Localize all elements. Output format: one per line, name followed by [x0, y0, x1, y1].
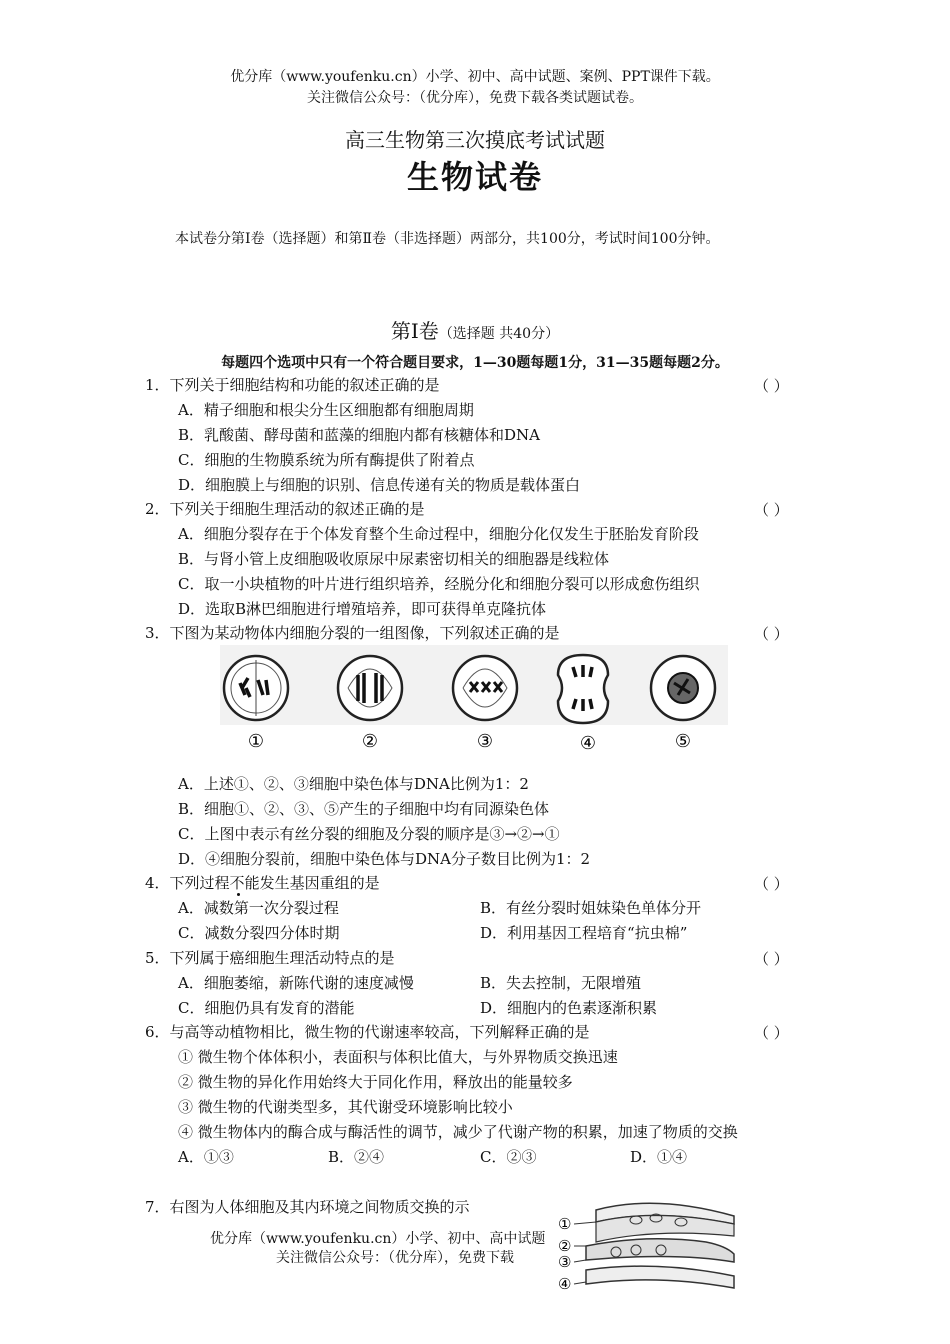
q6-statement-3: ③ 微生物的代谢类型多，其代谢受环境影响比较小 [178, 1098, 513, 1116]
q1-stem: 1．下列关于细胞结构和功能的叙述正确的是 [145, 376, 440, 394]
q4-option-d: D．利用基因工程培育“抗虫棉” [480, 924, 688, 942]
cell-4-icon [558, 655, 608, 723]
q1-option-d: D．细胞膜上与细胞的识别、信息传递有关的物质是载体蛋白 [178, 476, 581, 494]
q4-stem-emphasis: 不 [229, 874, 245, 892]
q2-option-d: D．选取B淋巴细胞进行增殖培养，即可获得单克隆抗体 [178, 600, 547, 618]
q1-answer-paren[interactable]: （ ） [754, 377, 789, 395]
q4-option-b: B．有丝分裂时姐妹染色单体分开 [480, 899, 702, 917]
header-line-2: 关注微信公众号：（优分库），免费下载各类试题试卷。 [307, 90, 643, 106]
cell-5-icon [651, 656, 715, 720]
q3-option-d: D．④细胞分裂前，细胞中染色体与DNA分子数目比例为1：2 [178, 850, 591, 868]
q3-cell-division-figure [218, 645, 730, 755]
q3-stem: 3．下图为某动物体内细胞分裂的一组图像，下列叙述正确的是 [145, 624, 560, 642]
tissue-diagram-icon [574, 1203, 734, 1288]
q1-option-c: C．细胞的生物膜系统为所有酶提供了附着点 [178, 451, 475, 469]
cell-label-5: ⑤ [674, 731, 692, 752]
q5-option-d: D．细胞内的色素逐渐积累 [480, 999, 658, 1017]
q2-option-c: C．取一小块植物的叶片进行组织培养，经脱分化和细胞分裂可以形成愈伤组织 [178, 575, 700, 593]
q2-stem: 2．下列关于细胞生理活动的叙述正确的是 [145, 500, 425, 518]
q3-option-c: C．上图中表示有丝分裂的细胞及分裂的顺序是③→②→① [178, 825, 560, 843]
section-subtitle: （选择题 共40分） [438, 326, 560, 342]
q2-option-b: B．与肾小管上皮细胞吸收原尿中尿素密切相关的细胞器是线粒体 [178, 550, 610, 568]
tissue-label-3: ③ [558, 1253, 572, 1271]
exam-subtitle: 高三生物第三次摸底考试试题 [345, 128, 605, 152]
q5-option-a: A．细胞萎缩，新陈代谢的速度减慢 [178, 974, 414, 992]
q5-option-c: C．细胞仍具有发育的潜能 [178, 999, 355, 1017]
q4-stem [145, 873, 380, 893]
q6-option-c: C．②③ [480, 1148, 537, 1166]
tissue-label-2: ② [558, 1237, 572, 1255]
q6-option-b: B．②④ [328, 1148, 385, 1166]
cell-label-3: ③ [476, 731, 494, 752]
section-heading [0, 315, 950, 344]
q6-answer-paren[interactable]: （ ） [754, 1024, 789, 1042]
q1-option-b: B．乳酸菌、酵母菌和蓝藻的细胞内都有核糖体和DNA [178, 426, 541, 444]
q5-answer-paren[interactable]: （ ） [754, 950, 789, 968]
q4-stem-pre: 4．下列过程 [145, 874, 230, 892]
q6-stem: 6．与高等动植物相比，微生物的代谢速率较高，下列解释正确的是 [145, 1023, 590, 1041]
q3-option-b: B．细胞①、②、③、⑤产生的子细胞中均有同源染色体 [178, 800, 550, 818]
q4-option-c: C．减数分裂四分体时期 [178, 924, 340, 942]
section-title: 第Ⅰ卷 [390, 319, 439, 343]
q4-option-a: A．减数第一次分裂过程 [178, 899, 339, 917]
q1-option-a: A．精子细胞和根尖分生区细胞都有细胞周期 [178, 401, 474, 419]
q5-option-b: B．失去控制，无限增殖 [480, 974, 642, 992]
q4-answer-paren[interactable]: （ ） [754, 875, 789, 893]
section-instruction: 每题四个选项中只有一个符合题目要求，1—30题每题1分，31—35题每题2分。 [221, 355, 729, 371]
q7-stem: 7．右图为人体细胞及其内环境之间物质交换的示 [145, 1198, 470, 1216]
q2-option-a: A．细胞分裂存在于个体发育整个生命过程中，细胞分化仅发生于胚胎发育阶段 [178, 525, 699, 543]
q7-tissue-figure [556, 1198, 742, 1294]
footer-line-2: 关注微信公众号：（优分库），免费下载 [276, 1250, 514, 1266]
page-title: 生物试卷 [406, 158, 543, 196]
tissue-label-4: ④ [558, 1275, 572, 1293]
q4-stem-post: 能发生基因重组的是 [244, 874, 380, 892]
cell-label-1: ① [247, 731, 265, 752]
cell-3-icon [453, 656, 517, 720]
cell-1-icon [224, 656, 288, 720]
q2-answer-paren[interactable]: （ ） [754, 501, 789, 519]
cell-label-4: ④ [579, 733, 597, 754]
cell-2-icon [338, 656, 402, 720]
header-line-1: 优分库（www.youfenku.cn）小学、初中、高中试题、案例、PPT课件下载。 [230, 69, 720, 85]
q6-statement-2: ② 微生物的异化作用始终大于同化作用，释放出的能量较多 [178, 1073, 573, 1091]
footer-line-1: 优分库（www.youfenku.cn）小学、初中、高中试题 [210, 1231, 546, 1247]
q3-option-a: A．上述①、②、③细胞中染色体与DNA比例为1：2 [178, 775, 529, 793]
q6-option-d: D．①④ [630, 1148, 688, 1166]
cell-label-2: ② [361, 731, 379, 752]
q6-statement-4: ④ 微生物体内的酶合成与酶活性的调节，减少了代谢产物的积累，加速了物质的交换 [178, 1123, 738, 1141]
q6-statement-1: ① 微生物个体体积小，表面积与体积比值大，与外界物质交换迅速 [178, 1048, 618, 1066]
q5-stem: 5．下列属于癌细胞生理活动特点的是 [145, 949, 395, 967]
exam-intro: 本试卷分第Ⅰ卷（选择题）和第Ⅱ卷（非选择题）两部分，共100分，考试时间100分钟。 [175, 231, 720, 247]
q3-answer-paren[interactable]: （ ） [754, 625, 789, 643]
q6-option-a: A．①③ [178, 1148, 234, 1166]
tissue-label-1: ① [558, 1215, 572, 1233]
